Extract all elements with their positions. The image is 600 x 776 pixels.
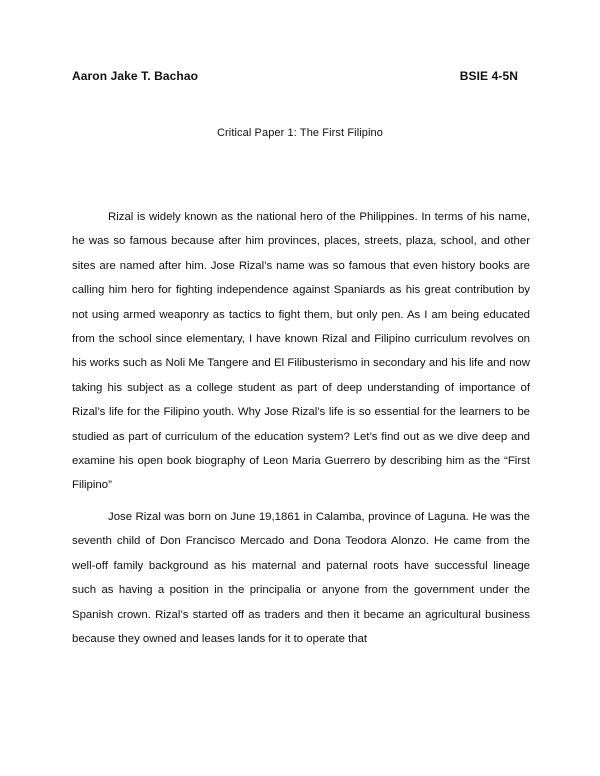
- body-paragraph-1: Rizal is widely known as the national hero of the Philippines. In terms of his name, he was so famous because after him provinces, places, streets, plaza, school, and other sites are named after him. Jose Rizal’s name was so famous that even history books are calling him hero for fighting independence against Spaniards as his great contribution by not using armed weaponry as tactics to fight them, but only pen. As I am being educated from the school since elementary, I have known Rizal and Filipino curriculum revolves on his works such as Noli Me Tangere and El Filibusterismo in secondary and his life and now taking his subject as a college student as part of deep understanding of importance of Rizal’s life for the Filipino youth. Why Jose Rizal’s life is so essential for the learners to be studied as part of curriculum of the education system? Let’s find out as we dive deep and examine his open book biography of Leon Maria Guerrero by describing him as the “First Filipino”: [72, 211, 530, 492]
- paper-body: [72, 205, 530, 651]
- paper-title: Critical Paper 1: The First Filipino: [216, 127, 383, 139]
- document-header: [72, 69, 518, 85]
- body-paragraph-2: Jose Rizal was born on June 19,1861 in Calamba, province of Laguna. He was the seventh child of Don Francisco Mercado and Dona Teodora Alonzo. He came from the well-off family background as his maternal and paternal roots have successful lineage such as having a position in the principalia or anyone from the government under the Spanish crown. Rizal’s started off as traders and then it became an agricultural business because they owned and leases lands for it to operate that: [72, 510, 530, 645]
- section-code: BSIE 4-5N: [459, 69, 518, 83]
- author-name: Aaron Jake T. Bachao: [72, 69, 199, 83]
